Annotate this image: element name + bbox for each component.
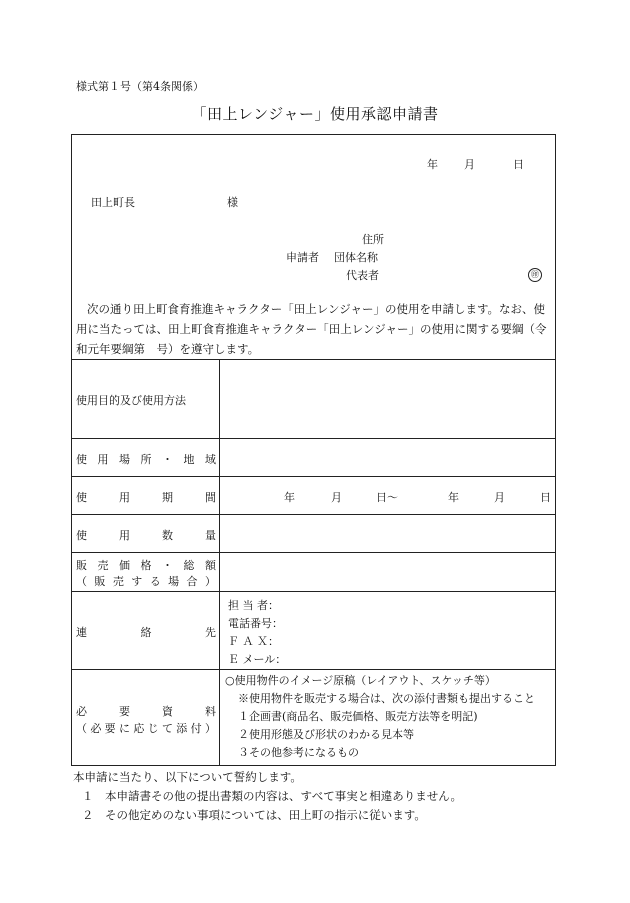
materials-item: ３その他参考になるもの bbox=[238, 746, 359, 759]
label-char: 販 bbox=[76, 559, 87, 572]
label-char: 絡 bbox=[140, 626, 152, 639]
divider bbox=[71, 438, 556, 439]
contact-phone: 電話番号： bbox=[228, 617, 283, 630]
price-field[interactable] bbox=[225, 555, 552, 588]
date-month: 月 bbox=[464, 158, 475, 171]
location-field[interactable] bbox=[225, 441, 552, 473]
intro-text: 次の通り田上町食育推進キャラクター「田上レンジャー」の使用を申請します。なお、使用に当たっては、田上町食育推進キャラクター「田上レンジャー」の使用に関する要綱（令和元年要綱第 号）を遵守します。 bbox=[76, 302, 547, 356]
label-char: 必 bbox=[90, 722, 102, 735]
label-char: 連 bbox=[76, 626, 87, 639]
label-char: 額 bbox=[205, 559, 216, 572]
divider bbox=[71, 476, 556, 477]
label-char: 料 bbox=[205, 705, 216, 718]
materials-item: １企画書(商品名、販売価格、販売方法等を明記) bbox=[238, 710, 478, 723]
label-char: 使 bbox=[76, 491, 87, 504]
label-char: ） bbox=[204, 722, 216, 735]
divider bbox=[71, 669, 556, 670]
label-char: ・ bbox=[162, 453, 173, 466]
label-char: 数 bbox=[162, 529, 173, 542]
label-char: 総 bbox=[183, 559, 195, 572]
period-end-year: 年 bbox=[448, 491, 459, 504]
period-start-month: 月 bbox=[331, 491, 342, 504]
oath-item: １ 本申請書その他の提出書類の内容は、すべて事実と相違ありません。 bbox=[82, 789, 462, 803]
label-char: 付 bbox=[190, 722, 202, 735]
price-sublabel bbox=[76, 573, 216, 589]
label-char: 先 bbox=[205, 626, 216, 639]
label-char: 使 bbox=[76, 529, 87, 542]
divider bbox=[71, 552, 556, 553]
materials-item: ※使用物件を販売する場合は、次の添付書類も提出すること bbox=[238, 692, 535, 705]
period-label bbox=[76, 489, 216, 505]
applicant-label: 申請者 bbox=[286, 251, 319, 264]
representative-label: 代表者 bbox=[346, 269, 379, 282]
purpose-label: 使用目的及び使用方法 bbox=[76, 394, 186, 407]
label-char: 間 bbox=[205, 491, 216, 504]
label-char: 使 bbox=[76, 453, 87, 466]
column-divider bbox=[219, 359, 220, 766]
label-char: 域 bbox=[205, 453, 216, 466]
label-char: 資 bbox=[162, 705, 173, 718]
label-char: 価 bbox=[119, 559, 130, 572]
addressee: 田上町長 bbox=[91, 196, 135, 209]
oath-item: ２ その他定めのない事項については、田上町の指示に従います。 bbox=[82, 808, 426, 822]
materials-label bbox=[76, 703, 216, 719]
date-year: 年 bbox=[427, 158, 438, 171]
seal-mark: ㊞ bbox=[528, 267, 542, 282]
period-start-year: 年 bbox=[284, 491, 295, 504]
quantity-field[interactable] bbox=[225, 517, 552, 549]
label-char: 場 bbox=[119, 453, 130, 466]
label-char: 所 bbox=[140, 453, 152, 466]
label-char: （ bbox=[76, 575, 87, 588]
label-char: 合 bbox=[186, 575, 198, 588]
label-char: 用 bbox=[119, 529, 130, 542]
label-char: （ bbox=[76, 722, 87, 735]
label-char: に bbox=[118, 722, 130, 735]
label-char: 量 bbox=[205, 529, 216, 542]
label-char: 用 bbox=[119, 491, 130, 504]
label-char: 売 bbox=[112, 575, 124, 588]
period-start-day: 日～ bbox=[376, 491, 398, 504]
contact-fax: Ｆ Ａ Ｘ： bbox=[228, 635, 279, 648]
divider bbox=[71, 514, 556, 515]
divider bbox=[71, 359, 556, 360]
contact-label bbox=[76, 624, 216, 640]
label-char: じ bbox=[147, 722, 159, 735]
label-char: 必 bbox=[76, 705, 87, 718]
label-char: 応 bbox=[133, 722, 145, 735]
label-char: ・ bbox=[162, 559, 173, 572]
label-char: す bbox=[131, 575, 143, 588]
label-char: 売 bbox=[97, 559, 109, 572]
period-end-day: 日 bbox=[540, 491, 551, 504]
label-char: る bbox=[149, 575, 161, 588]
label-char: 場 bbox=[168, 575, 180, 588]
price-label bbox=[76, 557, 216, 573]
label-char: 販 bbox=[94, 575, 106, 588]
oath-intro: 本申請に当たり、以下について誓約します。 bbox=[73, 770, 302, 784]
materials-item: ○使用物件のイメージ原稿（レイアウト、スケッチ等） bbox=[225, 674, 496, 687]
label-char: 要 bbox=[119, 705, 130, 718]
label-char: 期 bbox=[162, 491, 173, 504]
location-label bbox=[76, 451, 216, 467]
form-number: 様式第１号（第4条関係） bbox=[76, 80, 204, 93]
label-char: 地 bbox=[183, 453, 195, 466]
label-char: 添 bbox=[176, 722, 188, 735]
date-day: 日 bbox=[513, 158, 524, 171]
materials-item: ２使用形態及び形状のわかる見本等 bbox=[238, 728, 414, 741]
contact-email: Ｅ メール： bbox=[228, 653, 287, 666]
label-char: 要 bbox=[104, 722, 116, 735]
label-char: 格 bbox=[140, 559, 152, 572]
quantity-label bbox=[76, 527, 216, 543]
page-title: 「田上レンジャー」使用承認申請書 bbox=[191, 105, 439, 123]
label-char: 用 bbox=[97, 453, 109, 466]
divider bbox=[71, 591, 556, 592]
label-char: て bbox=[161, 722, 173, 735]
address-label: 住所 bbox=[362, 233, 384, 246]
label-char: ） bbox=[204, 575, 216, 588]
honorific: 様 bbox=[227, 196, 238, 209]
purpose-field[interactable] bbox=[225, 362, 552, 435]
materials-sublabel bbox=[76, 720, 216, 736]
period-end-month: 月 bbox=[494, 491, 505, 504]
contact-person: 担 当 者： bbox=[228, 599, 279, 612]
org-name-label: 団体名称 bbox=[334, 251, 378, 264]
